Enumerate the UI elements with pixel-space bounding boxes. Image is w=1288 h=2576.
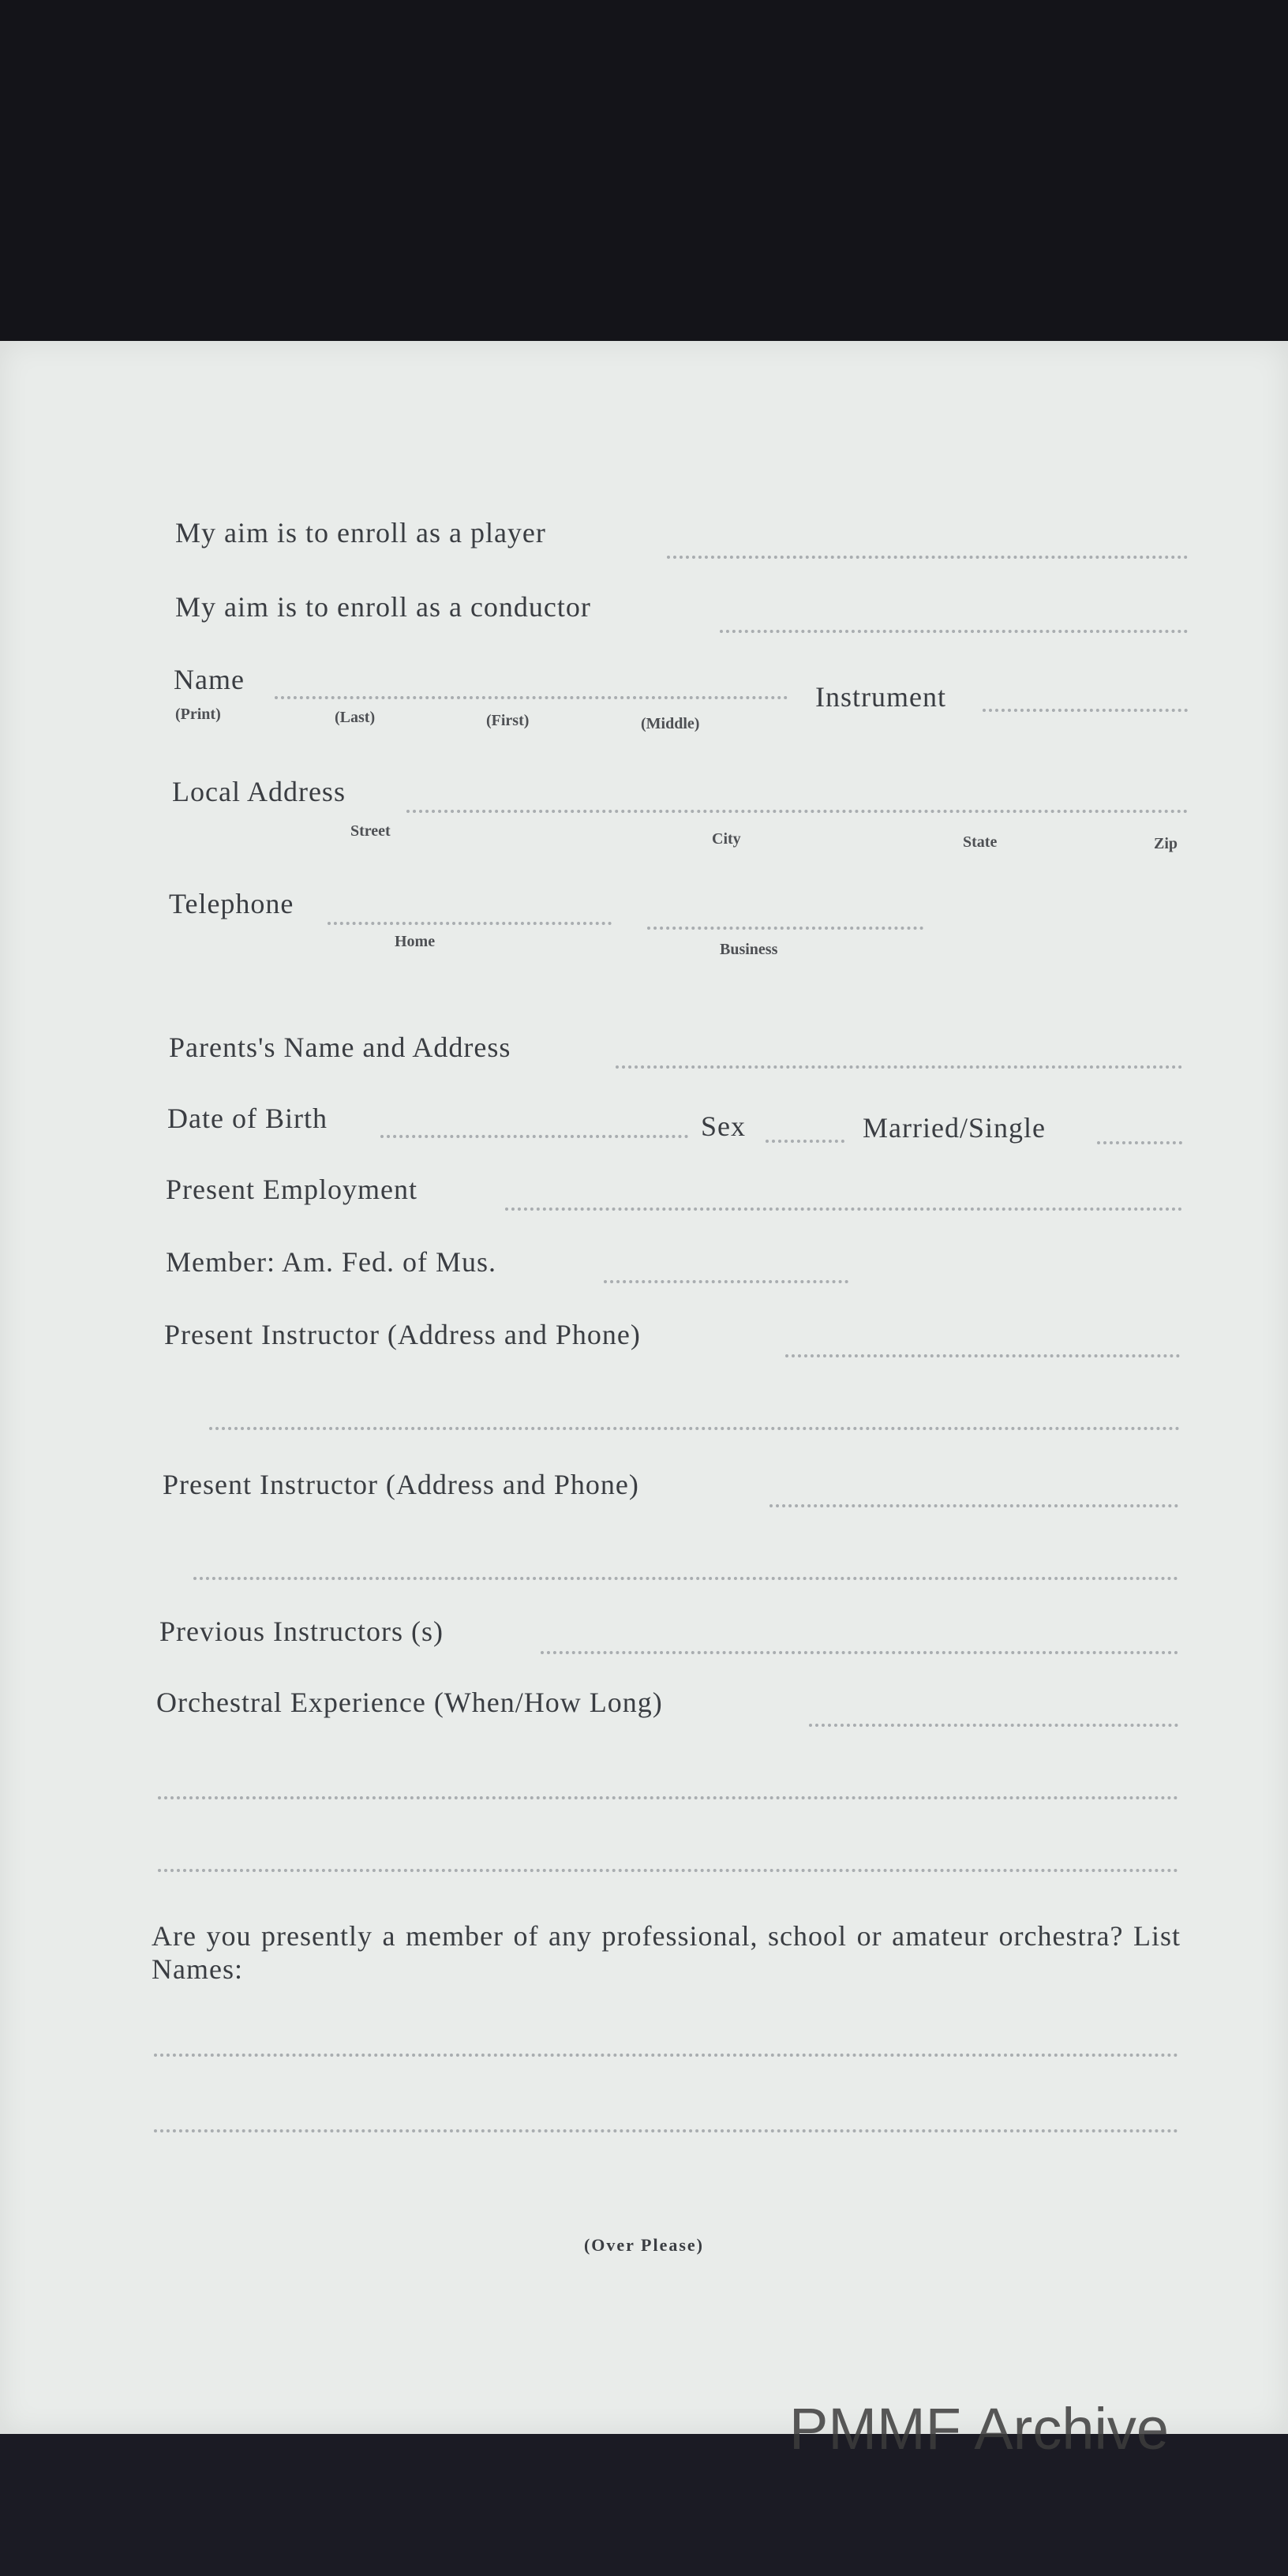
address-sub-city: City — [712, 830, 741, 848]
address-sub-street: Street — [350, 822, 391, 840]
enroll-player-field[interactable] — [667, 556, 1188, 559]
instructor-2-label: Present Instructor (Address and Phone) — [163, 1469, 639, 1500]
previous-label: Previous Instructors (s) — [159, 1616, 444, 1647]
telephone-sub-home: Home — [395, 933, 436, 950]
over-please-footer: (Over Please) — [583, 2235, 705, 2255]
enroll-player-label: My aim is to enroll as a player — [175, 517, 546, 549]
enroll-conductor-label: My aim is to enroll as a conductor — [175, 591, 591, 623]
instrument-field[interactable] — [983, 709, 1188, 712]
name-label: Name — [174, 664, 245, 695]
experience-field-line-3[interactable] — [158, 1869, 1178, 1872]
name-sub-middle: (Middle) — [641, 715, 700, 732]
orchestra-question: Are you presently a member of any professional, school or amateur orchestra? List Names: — [152, 1920, 1181, 1985]
telephone-sub-business: Business — [720, 941, 778, 958]
name-sub-first: (First) — [486, 712, 530, 729]
experience-label: Orchestral Experience (When/How Long) — [156, 1687, 663, 1718]
form-page — [0, 341, 1288, 2434]
instructor-1-field-line-2[interactable] — [209, 1427, 1180, 1430]
name-field[interactable] — [275, 696, 788, 699]
enroll-conductor-field[interactable] — [720, 630, 1188, 633]
sex-label: Sex — [701, 1110, 746, 1142]
previous-field[interactable] — [541, 1651, 1178, 1654]
address-sub-zip: Zip — [1154, 835, 1178, 852]
member-label: Member: Am. Fed. of Mus. — [166, 1246, 496, 1278]
telephone-label: Telephone — [169, 888, 294, 919]
instrument-label: Instrument — [815, 681, 946, 713]
sex-field[interactable] — [766, 1140, 844, 1143]
experience-field[interactable] — [809, 1724, 1178, 1727]
instructor-2-field[interactable] — [769, 1504, 1178, 1507]
marital-field[interactable] — [1097, 1141, 1182, 1144]
dob-label: Date of Birth — [167, 1103, 328, 1134]
member-field[interactable] — [604, 1280, 848, 1283]
telephone-business-field[interactable] — [647, 927, 923, 930]
address-label: Local Address — [172, 776, 346, 807]
employment-field[interactable] — [505, 1208, 1182, 1211]
name-sub-last: (Last) — [335, 709, 376, 726]
address-sub-state: State — [963, 833, 998, 851]
parents-label: Parents's Name and Address — [169, 1032, 511, 1063]
telephone-home-field[interactable] — [328, 922, 612, 925]
orchestra-names-line-1[interactable] — [154, 2054, 1178, 2057]
instructor-1-field[interactable] — [785, 1354, 1180, 1357]
archive-watermark: PMMF Archive — [789, 2396, 1170, 2462]
instructor-1-label: Present Instructor (Address and Phone) — [164, 1319, 641, 1350]
instructor-2-field-line-2[interactable] — [193, 1577, 1178, 1580]
parents-field[interactable] — [616, 1065, 1182, 1069]
dob-field[interactable] — [380, 1135, 688, 1138]
experience-field-line-2[interactable] — [158, 1796, 1178, 1799]
marital-label: Married/Single — [863, 1112, 1046, 1144]
name-sub-print: (Print) — [175, 706, 221, 723]
address-field[interactable] — [406, 810, 1188, 813]
orchestra-names-line-2[interactable] — [154, 2129, 1178, 2132]
employment-label: Present Employment — [166, 1174, 417, 1205]
